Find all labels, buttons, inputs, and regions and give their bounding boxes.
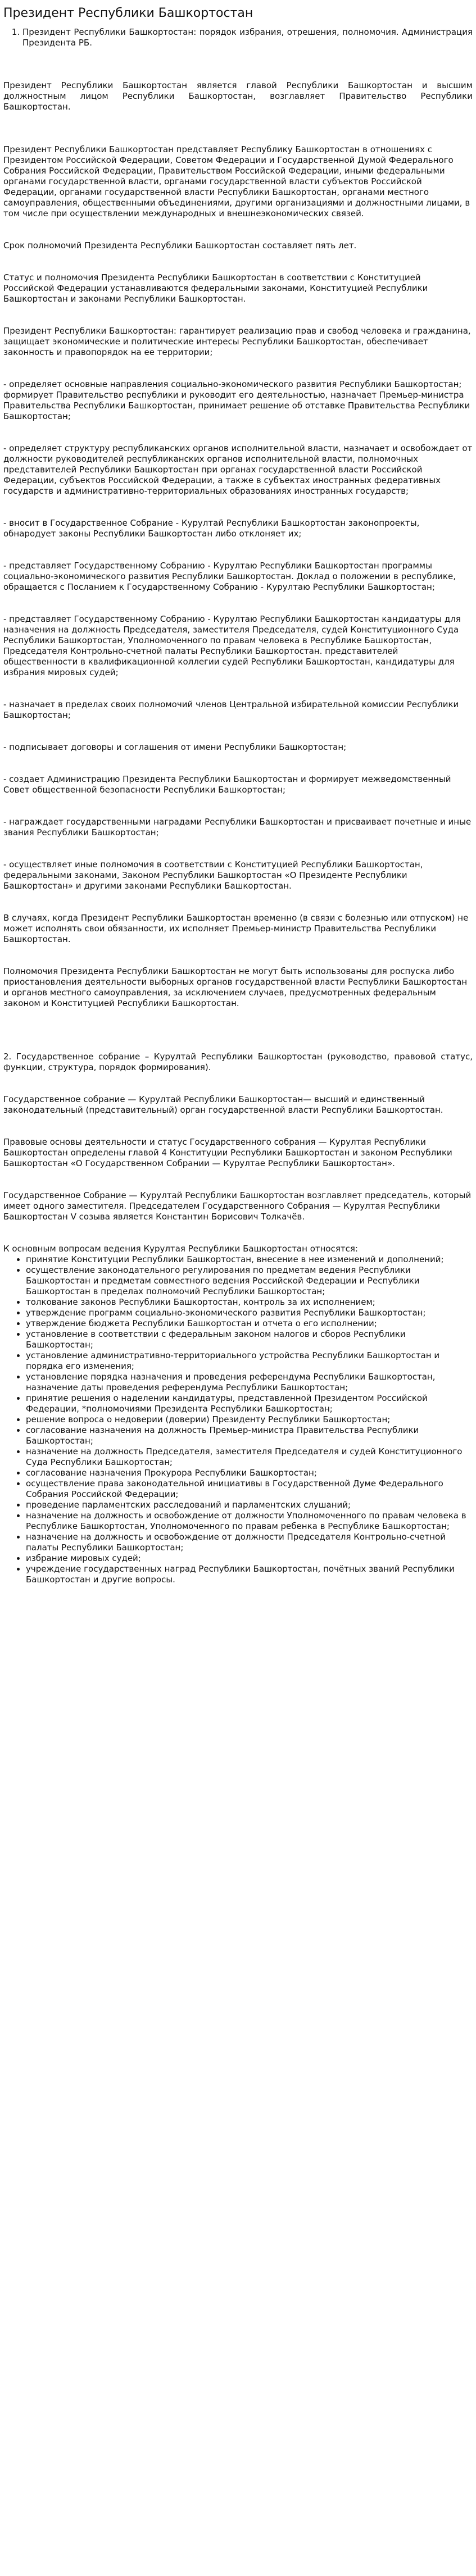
list-item: • проведение парламентских расследований и парламентских слушаний; [26,1500,473,1510]
list-item: • установление административно-территориального устройства Республики Башкортостан и порядка его изменения; [26,1350,473,1372]
section-heading: 2. Государственное собрание – Курултай Республики Башкортостан (руководство, правовой статус, функции, структура, порядок формирования). [3,1052,473,1072]
kurultai-powers-list [3,1254,473,1585]
kurultai-paragraph: Государственное Собрание — Курултай Республики Башкортостан возглавляет председатель, который имеет одного заместителя. Председателем Государственного Собрания — Курултая Республики Башкортостан V созыва является Константин Борисович Толкачёв. [3,1190,472,1222]
list-item: • установление порядка назначения и проведения референдума Республики Башкортостан, назначение даты проведения референдума Республики Башкортостан; [26,1372,473,1393]
president-paragraph: - награждает государственными наградами Республики Башкортостан и присваивает почетные и иные звания Республики Башкортостан; [3,817,472,838]
page-title: Президент Республики Башкортостан [3,6,253,20]
list-item: • утверждение бюджета Республики Башкортостан и отчета о его исполнении; [26,1318,473,1329]
president-paragraph: - представляет Государственному Собранию - Курултаю Республики Башкортостан программы социально-экономического развития Республики Башкортостан. Доклад о положении в республике, обращается с Посланием к Государственному Собранию - Курултаю Республики Башкортостан; [3,561,456,592]
kurultai-paragraph: К основным вопросам ведения Курултая Республики Башкортостан относятся: [3,1244,358,1254]
list-item: • назначение на должность и освобождение от должности Председателя Контрольно-счетной палаты Республики Башкортостан; [26,1532,473,1553]
kurultai-paragraph: Государственное собрание — Курултай Республики Башкортостан— высший и единственный законодательный (представительный) орган государственной власти Республики Башкортостан. [3,1094,443,1115]
list-item: • принятие Конституции Республики Башкортостан, внесение в нее изменений и дополнений; [26,1254,473,1265]
president-paragraph: - определяет структуру республиканских органов исполнительной власти, назначает и освобождает от должности руководителей республиканских органов исполнительной власти, полномочных представителей Республики Башкортостан при органах государственной власти Российской Федерации, субъектов Российской Федерации, а также в субъектах иностранных федеративных государств и административно-территориальных образованиях иностранных государств; [3,443,473,496]
list-item: • учреждение государственных наград Республики Башкортостан, почётных званий Республики Башкортостан и другие вопросы. [26,1564,473,1585]
president-paragraph: - представляет Государственному Собранию - Курултаю Республики Башкортостан кандидатуры для назначения на должность Председателя, заместителя Председателя, судей Конституционного Суда Республики Башкортостан, Уполномоченного по правам человека в Республике Башкортостан, Председателя Контрольно-счетной палаты Республики Башкортостан. представителей общественности в квалификационной коллегии судей Республики Башкортостан, кандидатуры для избрания мировых судей; [3,614,461,677]
president-paragraph: Президент Республики Башкортостан: гарантирует реализацию прав и свобод человека и гражданина, защищает экономические и политические интересы Республики Башкортостан, обеспечивает законность и правопорядок на ее территории; [3,326,471,357]
intro-list [3,27,473,48]
president-paragraph: Полномочия Президента Республики Башкортостан не могут быть использованы для роспуска либо приостановления деятельности выборных органов государственной власти Республики Башкортостан и органов местного самоуправления, за исключением случаев, предусмотренных федеральным законом и Конституцией Республики Башкортостан. [3,966,468,1008]
list-item: • избрание мировых судей; [26,1553,473,1564]
president-paragraph: В случаях, когда Президент Республики Башкортостан временно (в связи с болезнью или отпуском) не может исполнять свои обязанности, их исполняет Премьер-министр Правительства Республики Башкортостан. [3,913,469,944]
president-paragraph: Президент Республики Башкортостан представляет Республику Башкортостан в отношениях с Президентом Российской Федерации, Советом Федерации и Государственной Думой Федерального Собрания Российской Федерации, Правительством Российской Федерации, иными федеральными органами государственной власти, органами государственной власти субъектов Российской Федерации, органами государственной власти Республики Башкортостан, органами местного самоуправления, общественными объединениями, другими организациями и должностными лицами, в том числе при осуществлении международных и внешнеэкономических связей. [3,144,470,219]
list-item: • толкование законов Республики Башкортостан, контроль за их исполнением; [26,1297,473,1308]
kurultai-paragraph: Правовые основы деятельности и статус Государственного собрания — Курултая Республики Башкортостан определены главой 4 Конституции Республики Башкортостан и законом Республики Башкортостан «О Государственном Собрании — Курултае Республики Башкортостан». [3,1137,452,1168]
president-paragraph: Срок полномочий Президента Республики Башкортостан составляет пять лет. [3,240,357,251]
president-paragraph: - вносит в Государственное Собрание - Курултай Республики Башкортостан законопроекты, обнародует законы Республики Башкортостан либо отклоняет их; [3,518,420,539]
president-paragraph: - создает Администрацию Президента Республики Башкортостан и формирует межведомственный Совет общественной безопасности Республики Башкортостан; [3,774,451,795]
list-item: • назначение на должность Председателя, заместителя Председателя и судей Конституционного Суда Республики Башкортостан; [26,1446,473,1468]
president-paragraph: - подписывает договоры и соглашения от имени Республики Башкортостан; [3,742,347,752]
intro-item: 1. Президент Республики Башкортостан: порядок избрания, отрешения, полномочия. Администрация Президента РБ. [22,27,473,48]
president-paragraph: Статус и полномочия Президента Республики Башкортостан в соответствии с Конституцией Российской Федерации устанавливаются федеральными законами, Конституцией Республики Башкортостан и законами Республики Башкортостан. [3,272,428,304]
list-item: • осуществление законодательного регулирования по предметам ведения Республики Башкортостан и предметам совместного ведения Российской Федерации и Республики Башкортостан в пределах полномочий Республики Башкортостан; [26,1265,473,1297]
list-item: • установление в соответствии с федеральным законом налогов и сборов Республики Башкортостан; [26,1329,473,1350]
list-item: • назначение на должность и освобождение от должности Уполномоченного по правам человека в Республике Башкортостан, Уполномоченного по правам ребенка в Республике Башкортостан; [26,1510,473,1532]
list-item: • согласование назначения Прокурора Республики Башкортостан; [26,1468,473,1478]
president-paragraph: - осуществляет иные полномочия в соответствии с Конституцией Республики Башкортостан, федеральными законами, Законом Республики Башкортостан «О Президенте Республики Башкортостан» и другими законами Республики Башкортостан. [3,859,423,891]
list-item: • осуществление права законодательной инициативы в Государственной Думе Федерального Собрания Российской Федерации; [26,1478,473,1500]
president-section [3,80,473,1009]
president-paragraph: - определяет основные направления социально-экономического развития Республики Башкортостан; формирует Правительство республики и руководит его деятельностью, назначает Премьер-министра Правительства Республики Башкортостан, принимает решение об отставке Правительства Республики Башкортостан; [3,379,470,421]
list-item: • согласование назначения на должность Премьер-министра Правительства Республики Башкортостан; [26,1425,473,1446]
kurultai-section [3,1094,473,1585]
president-paragraph: - назначает в пределах своих полномочий членов Центральной избирательной комиссии Республики Башкортостан; [3,699,459,720]
list-item: • принятие решения о наделении кандидатуры, представленной Президентом Российской Федерации, *полномочиями Президента Республики Башкортостан; [26,1393,473,1414]
president-paragraph: Президент Республики Башкортостан является главой Республики Башкортостан и высшим должностным лицом Республики Башкортостан, возглавляет Правительство Республики Башкортостан. [3,80,473,112]
list-item: • утверждение программ социально-экономического развития Республики Башкортостан; [26,1308,473,1318]
list-item: • решение вопроса о недоверии (доверии) Президенту Республики Башкортостан; [26,1414,473,1425]
